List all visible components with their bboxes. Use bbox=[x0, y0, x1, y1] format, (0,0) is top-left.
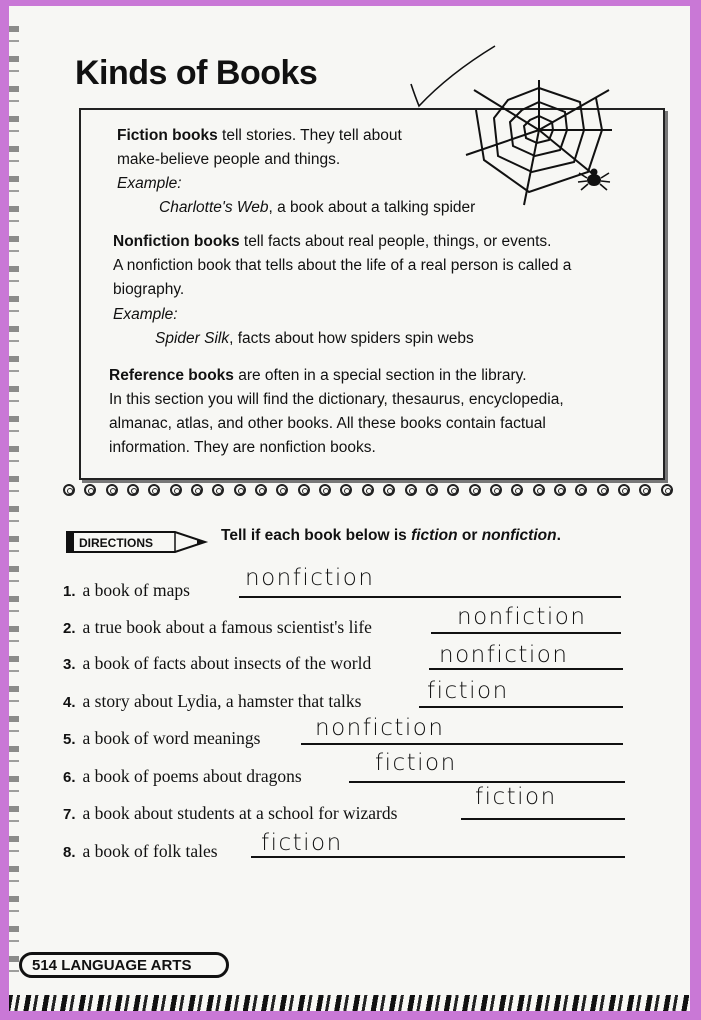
border-circle bbox=[511, 484, 523, 496]
answer-line[interactable] bbox=[301, 743, 623, 745]
worksheet-page bbox=[9, 6, 690, 1011]
svg-text:DIRECTIONS: DIRECTIONS bbox=[79, 536, 154, 550]
border-circle bbox=[191, 484, 203, 496]
answer-5: nonfiction bbox=[315, 715, 445, 741]
question-8: 8. a book of folk tales bbox=[63, 841, 218, 861]
spider-web-icon bbox=[464, 80, 614, 210]
question-5: 5. a book of word meanings bbox=[63, 728, 261, 748]
answer-2: nonfiction bbox=[457, 604, 587, 630]
answer-3: nonfiction bbox=[439, 642, 569, 668]
border-circle bbox=[170, 484, 182, 496]
answer-line[interactable] bbox=[419, 706, 623, 708]
answer-line[interactable] bbox=[251, 856, 625, 858]
example-label: Example: bbox=[117, 175, 182, 192]
border-circle bbox=[554, 484, 566, 496]
directions-pencil-label bbox=[65, 528, 210, 556]
border-circle bbox=[383, 484, 395, 496]
border-circle bbox=[639, 484, 651, 496]
border-circle bbox=[447, 484, 459, 496]
question-3: 3. a book of facts about insects of the world bbox=[63, 653, 372, 673]
question-2: 2. a true book about a famous scientist's life bbox=[63, 617, 372, 637]
border-circle bbox=[533, 484, 545, 496]
border-circle bbox=[148, 484, 160, 496]
answer-4: fiction bbox=[427, 678, 509, 704]
answer-8: fiction bbox=[261, 830, 343, 856]
directions-text: Tell if each book below is fiction or nonfiction. bbox=[221, 527, 561, 544]
border-circle bbox=[298, 484, 310, 496]
border-circle bbox=[255, 484, 267, 496]
answer-line[interactable] bbox=[431, 632, 621, 634]
border-circle bbox=[426, 484, 438, 496]
question-4: 4. a story about Lydia, a hamster that talks bbox=[63, 691, 362, 711]
left-page-edge bbox=[9, 26, 19, 986]
nonfiction-example: Spider Silk, facts about how spiders spin webs bbox=[155, 330, 474, 347]
border-circle bbox=[106, 484, 118, 496]
fiction-definition: Fiction books tell stories. They tell about make-believe people and things. bbox=[117, 127, 402, 168]
reference-definition: Reference books are often in a special section in the library. In this section you will find the dictionary, thesaurus, encyclopedia, almanac, atlas, and other books. All these books contain factual information. They are nonfiction books. bbox=[109, 367, 564, 456]
border-circle bbox=[212, 484, 224, 496]
answer-6: fiction bbox=[375, 750, 457, 776]
answer-line[interactable] bbox=[461, 818, 625, 820]
border-circle bbox=[362, 484, 374, 496]
border-circle bbox=[63, 484, 75, 496]
border-circle bbox=[276, 484, 288, 496]
border-circle bbox=[84, 484, 96, 496]
answer-7: fiction bbox=[475, 784, 557, 810]
answer-line[interactable] bbox=[239, 596, 621, 598]
question-7: 7. a book about students at a school for wizards bbox=[63, 803, 398, 823]
border-circle bbox=[618, 484, 630, 496]
example-label: Example: bbox=[113, 306, 178, 323]
nonfiction-definition: Nonfiction books tell facts about real people, things, or events. A nonfiction book that tells about the life of a real person is called a biography. bbox=[113, 233, 572, 298]
border-circle bbox=[661, 484, 673, 496]
border-circle bbox=[127, 484, 139, 496]
page-title: Kinds of Books bbox=[75, 54, 318, 92]
border-circle bbox=[234, 484, 246, 496]
answer-1: nonfiction bbox=[245, 565, 375, 591]
border-circle bbox=[405, 484, 417, 496]
fiction-example: Charlotte's Web, a book about a talking spider bbox=[159, 199, 476, 216]
border-circle bbox=[319, 484, 331, 496]
answer-line[interactable] bbox=[429, 668, 623, 670]
answer-line[interactable] bbox=[349, 781, 625, 783]
question-6: 6. a book of poems about dragons bbox=[63, 766, 302, 786]
border-circle bbox=[597, 484, 609, 496]
page-footer: 514 LANGUAGE ARTS bbox=[19, 952, 229, 978]
border-circle bbox=[575, 484, 587, 496]
question-1: 1. a book of maps bbox=[63, 580, 190, 600]
bottom-page-edge bbox=[9, 989, 690, 1011]
decorative-border bbox=[63, 484, 673, 504]
border-circle bbox=[340, 484, 352, 496]
border-circle bbox=[469, 484, 481, 496]
border-circle bbox=[490, 484, 502, 496]
